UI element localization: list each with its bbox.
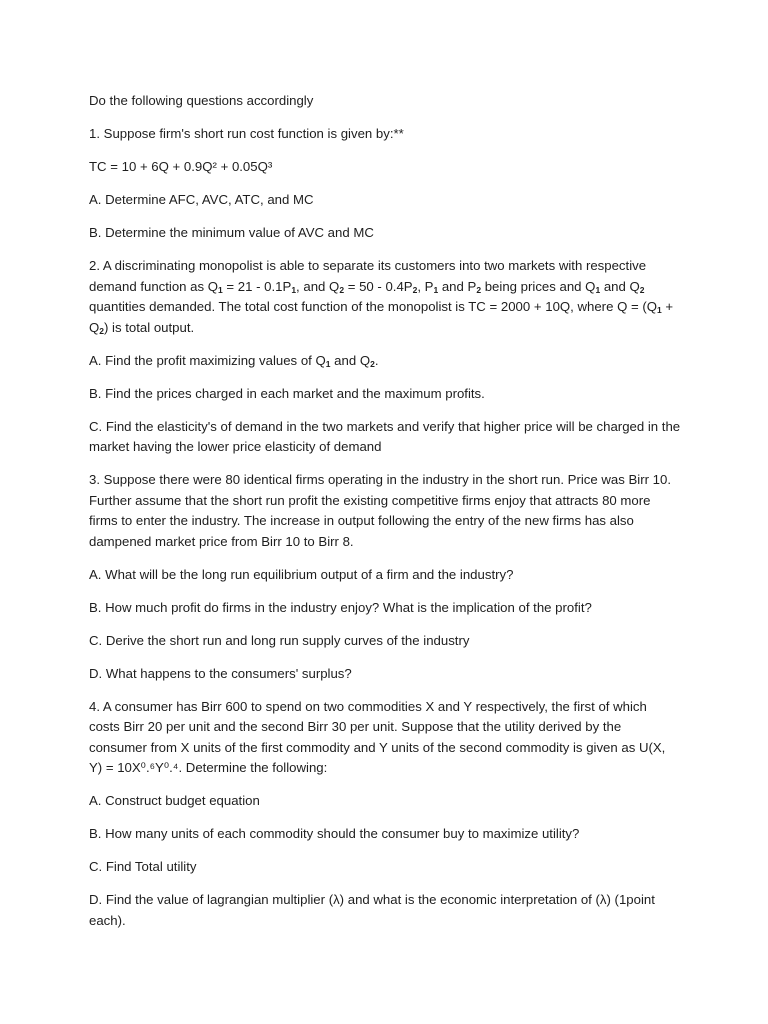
q4-part-a: A. Construct budget equation — [89, 793, 260, 808]
q1-title: 1. Suppose firm's short run cost function is given by:** — [89, 126, 404, 141]
subscript: 2 — [370, 358, 375, 369]
subscript: 1 — [291, 284, 297, 295]
q3-part-d: D. What happens to the consumers' surplus? — [89, 665, 352, 681]
q4-part-b: B. How many units of each commodity should the consumer buy to maximize utility? — [89, 826, 580, 841]
q2-stem-text: = 21 - 0.1P — [222, 278, 292, 294]
q2-stem — [89, 256, 681, 338]
q2-stem-text: quantities demanded. The total cost function of the monopolist is TC = 2000 + 10Q, where Q = (Q — [89, 299, 658, 314]
q4-stem: 4. A consumer has Birr 600 to spend on two commodities X and Y respectively, the first of which costs Birr 20 per unit and the second Birr 30 per unit. Suppose that the utility derived by the consumer from X units of the first commodity and Y units of the second commodity is given as U(X, Y) = 10X⁰.⁶Y⁰.⁴. Determine the following: — [89, 698, 666, 775]
q2-stem-text: = 50 - 0.4P — [344, 278, 413, 294]
q3-part-a: A. What will be the long run equilibrium output of a firm and the industry? — [89, 566, 514, 582]
q1-part-a: A. Determine AFC, AVC, ATC, and MC — [89, 192, 314, 207]
q2-part-a — [89, 351, 681, 372]
q3-part-c: C. Derive the short run and long run supply curves of the industry — [89, 632, 470, 648]
subscript: 2 — [99, 325, 104, 336]
q2-stem-text: 2. A discriminating monopolist is able to separate its customers into two markets with respective demand function as Q — [89, 258, 647, 294]
q1-formula: TC = 10 + 6Q + 0.9Q² + 0.05Q³ — [89, 159, 273, 174]
q4-part-d: D. Find the value of lagrangian multiplier (λ) and what is the economic interpretation of (λ) (1point each). — [89, 892, 655, 928]
q2-stem-text: and Q — [600, 278, 640, 294]
subscript: 2 — [412, 284, 418, 295]
q2-part-a-text: A. Find the profit maximizing values of Q — [89, 352, 326, 368]
q4-part-c: C. Find Total utility — [89, 859, 197, 874]
subscript: 1 — [595, 284, 601, 295]
q2-stem-text: and P — [438, 278, 477, 294]
subscript: 1 — [325, 358, 331, 369]
subscript: 1 — [657, 305, 662, 315]
q3-part-b: B. How much profit do firms in the industry enjoy? What is the implication of the profit? — [89, 599, 592, 615]
subscript: 2 — [476, 284, 482, 295]
q2-part-a-text: . — [374, 352, 379, 368]
subscript: 1 — [433, 284, 439, 295]
subscript: 2 — [339, 284, 345, 295]
q3-stem: 3. Suppose there were 80 identical firms operating in the industry in the short run. Price was Birr 10. Further assume that the short run profit the existing competitive firms enjoy that attracts 80 more firms to enter the industry. The increase in output following the entry of the new firms has also dampened market price from Birr 10 to Birr 8. — [89, 472, 672, 549]
q2-stem-text: , and Q — [296, 278, 340, 294]
intro-text: Do the following questions accordingly — [89, 93, 314, 108]
q2-part-a-text: and Q — [330, 352, 371, 368]
q2-stem-text: + Q — [89, 299, 674, 335]
q2-stem-text: being prices and Q — [481, 278, 596, 294]
q2-part-b: B. Find the prices charged in each market and the maximum profits. — [89, 385, 485, 401]
q2-stem-text: ) is total output. — [104, 319, 195, 335]
q2-stem-text: , P — [417, 278, 434, 294]
q1-part-b: B. Determine the minimum value of AVC and MC — [89, 225, 374, 240]
subscript: 2 — [639, 284, 645, 295]
subscript: 1 — [218, 284, 223, 295]
q2-part-c: C. Find the elasticity's of demand in the two markets and verify that higher price will be charged in the market having the lower price elasticity of demand — [89, 418, 681, 454]
document-body — [89, 91, 681, 944]
